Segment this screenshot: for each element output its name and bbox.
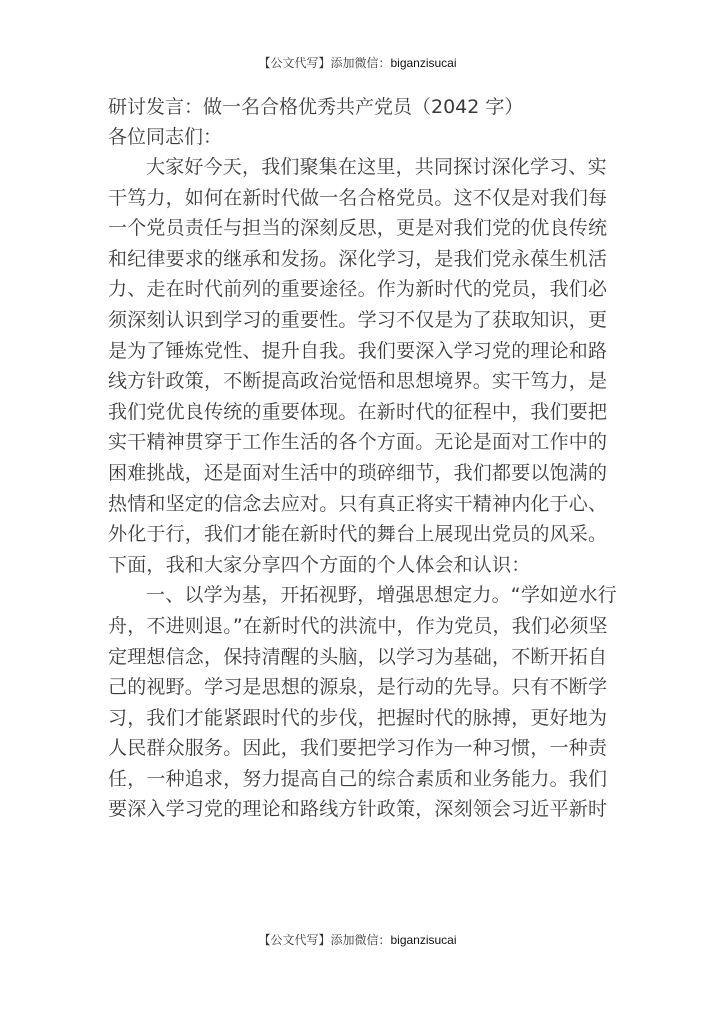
- paragraph-line: 下面，我和大家分享四个方面的个人体会和认识：: [108, 553, 531, 576]
- paragraph-line: 须深刻认识到学习的重要性。学习不仅是为了获取知识，更: [108, 308, 608, 331]
- paragraph-line: 干笃力，如何在新时代做一名合格党员。这不仅是对我们每: [108, 186, 608, 209]
- footer-watermark-id: biganzisucai: [390, 933, 457, 947]
- paragraph-line: 己的视野。学习是思想的源泉，是行动的先导。只有不断学: [108, 676, 608, 699]
- paragraph-line: 热情和坚定的信念去应对。只有真正将实干精神内化于心、: [108, 492, 608, 515]
- paragraph-line: 困难挑战，还是面对生活中的琐碎细节，我们都要以饱满的: [108, 461, 608, 484]
- paragraph-line: 大家好今天，我们聚集在这里，共同探讨深化学习、实: [146, 156, 607, 178]
- paragraph-line: 一、以学为基，开拓视野，增强思想定力。“学如逆水行: [146, 584, 617, 607]
- document-title: 研讨发言：做一名合格优秀共产党员（2042 字）: [108, 96, 524, 118]
- paragraph-line: 线方针政策，不断提高政治觉悟和思想境界。实干笃力，是: [108, 370, 608, 393]
- paragraph-line: 力、走在时代前列的重要途径。作为新时代的党员，我们必: [108, 278, 608, 301]
- page-footer-watermark: [0, 931, 715, 948]
- paragraph-line: 一个党员责任与担当的深刻反思，更是对我们党的优良传统: [108, 217, 608, 240]
- paragraph-line: 舟，不进则退。”在新时代的洪流中，作为党员，我们必须坚: [108, 614, 608, 637]
- paragraph-line: 任，一种追求，努力提高自己的综合素质和业务能力。我们: [108, 767, 608, 790]
- paragraph-line: 定理想信念，保持清醒的头脑，以学习为基础，不断开拓自: [108, 645, 608, 668]
- paragraph-line: 我们党优良传统的重要体现。在新时代的征程中，我们要把: [108, 400, 608, 423]
- paragraph-line: 外化于行，我们才能在新时代的舞台上展现出党员的风采。: [108, 523, 608, 546]
- paragraph-line: 人民群众服务。因此，我们要把学习作为一种习惯，一种责: [108, 737, 608, 760]
- footer-watermark-tag: 【公文代写】添加微信：: [258, 933, 391, 947]
- header-watermark-tag: 【公文代写】添加微信：: [258, 56, 391, 70]
- paragraph-line: 是为了锤炼党性、提升自我。我们要深入学习党的理论和路: [108, 339, 608, 362]
- document-body: [108, 92, 617, 825]
- paragraph-line: 要深入学习党的理论和路线方针政策，深刻领会习近平新时: [108, 798, 608, 821]
- header-watermark-id: biganzisucai: [390, 56, 457, 70]
- page-header-watermark: [0, 54, 715, 71]
- paragraph-line: 习，我们才能紧跟时代的步伐，把握时代的脉搏，更好地为: [108, 706, 608, 729]
- paragraph-line: 实干精神贯穿于工作生活的各个方面。无论是面对工作中的: [108, 431, 608, 454]
- salutation: 各位同志们：: [108, 126, 223, 148]
- paragraph-line: 和纪律要求的继承和发扬。深化学习，是我们党永葆生机活: [108, 247, 608, 270]
